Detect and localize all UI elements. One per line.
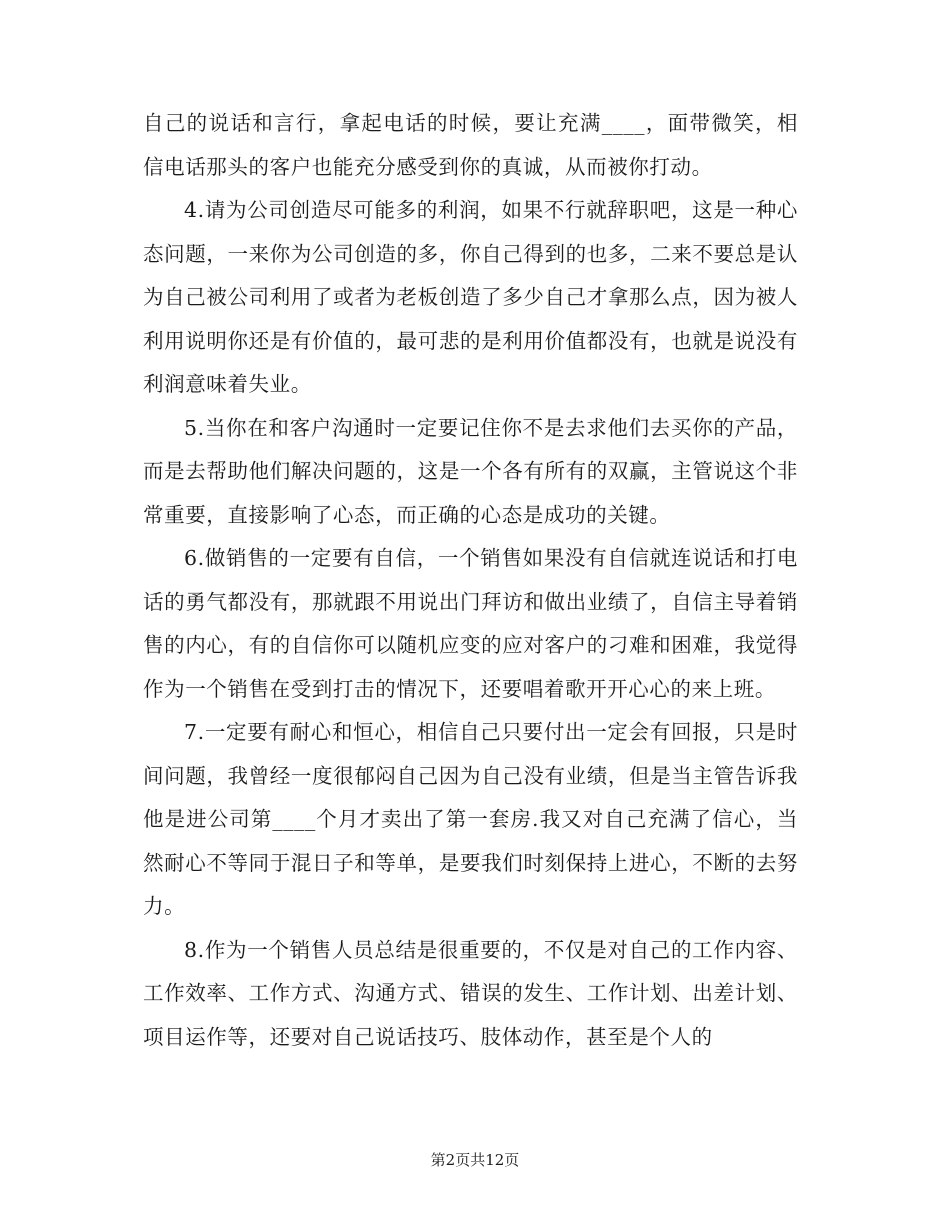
paragraph-item-8: 8.作为一个销售人员总结是很重要的，不仅是对自己的工作内容、工作效率、工作方式、沟通方式、错误的发生、工作计划、出差计划、项目运作等，还要对自己说话技巧、肢体动作，甚至是个人的 [143, 937, 798, 1049]
paragraph-item-4: 4.请为公司创造尽可能多的利润，如果不行就辞职吧，这是一种心态问题，一来你为公司创造的多，你自己得到的也多，二来不要总是认为自己被公司利用了或者为老板创造了多少自己才拿那么点，因为被人利用说明你还是有价值的，最可悲的是利用价值都没有，也就是说没有利润意味着失业。 [143, 198, 798, 396]
page-number-footer: 第2页共12页 [430, 1151, 520, 1169]
paragraph-item-5: 5.当你在和客户沟通时一定要记住你不是去求他们去买你的产品，而是去帮助他们解决问题的，这是一个各有所有的双赢，主管说这个非常重要，直接影响了心态，而正确的心态是成功的关键。 [143, 415, 798, 527]
paragraph-continuation: 自己的说话和言行，拿起电话的时候，要让充满____，面带微笑，相信电话那头的客户也能充分感受到你的真诚，从而被你打动。 [143, 111, 798, 179]
body-text [143, 102, 798, 1059]
paragraph-item-7: 7.一定要有耐心和恒心，相信自己只要付出一定会有回报，只是时间问题，我曾经一度很郁闷自己因为自己没有业绩，但是当主管告诉我他是进公司第____个月才卖出了第一套房.我又对自己充满了信心，当然耐心不等同于混日子和等单，是要我们时刻保持上进心，不断的去努力。 [143, 720, 798, 918]
paragraph-item-6: 6.做销售的一定要有自信，一个销售如果没有自信就连说话和打电话的勇气都没有，那就跟不用说出门拜访和做出业绩了，自信主导着销售的内心，有的自信你可以随机应变的应对客户的刁难和困难，我觉得作为一个销售在受到打击的情况下，还要唱着歌开开心心的来上班。 [143, 546, 798, 701]
